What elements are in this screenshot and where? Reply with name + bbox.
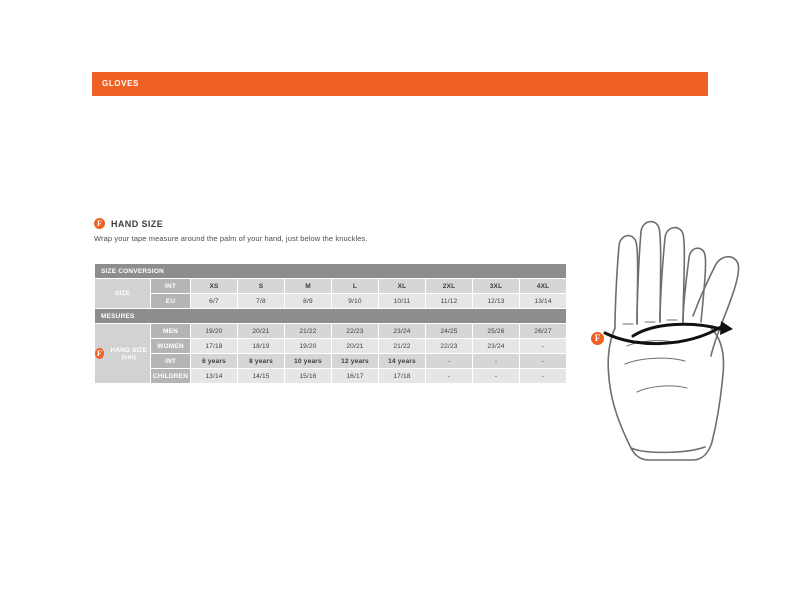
cell: 18/19 xyxy=(238,339,285,354)
cell: 14/15 xyxy=(238,369,285,384)
cell: 10 years xyxy=(285,354,332,369)
cell: 8/9 xyxy=(285,294,332,309)
cell: - xyxy=(520,369,567,384)
cell: 26/27 xyxy=(520,324,567,339)
cell: 6/7 xyxy=(191,294,238,309)
row-group-size: SIZE xyxy=(95,279,151,309)
cell: 21/22 xyxy=(379,339,426,354)
cell: XS xyxy=(191,279,238,294)
cell: 20/21 xyxy=(238,324,285,339)
table-row xyxy=(95,279,567,294)
row-group-hand-size xyxy=(95,324,151,384)
cell: - xyxy=(520,339,567,354)
cell: 4XL xyxy=(520,279,567,294)
table-row xyxy=(95,294,567,309)
brand-f-icon: F xyxy=(94,218,105,229)
brand-f-icon: F xyxy=(591,332,604,345)
cell: - xyxy=(473,369,520,384)
cell: 2XL xyxy=(426,279,473,294)
cell: 19/20 xyxy=(285,339,332,354)
cell: 17/18 xyxy=(379,369,426,384)
table-row xyxy=(95,354,567,369)
cell: 11/12 xyxy=(426,294,473,309)
cell: 16/17 xyxy=(332,369,379,384)
cell: S xyxy=(238,279,285,294)
row-label: INT xyxy=(151,279,191,294)
hand-outline-icon xyxy=(575,196,790,461)
table-row xyxy=(95,339,567,354)
size-table xyxy=(94,263,567,384)
row-label: CHILDREN xyxy=(151,369,191,384)
cell: 9/10 xyxy=(332,294,379,309)
cell: 23/24 xyxy=(379,324,426,339)
cell: 19/20 xyxy=(191,324,238,339)
cell: L xyxy=(332,279,379,294)
cell: 14 years xyxy=(379,354,426,369)
cell: 22/23 xyxy=(332,324,379,339)
row-label: WOMEN xyxy=(151,339,191,354)
cell: M xyxy=(285,279,332,294)
row-label: MEN xyxy=(151,324,191,339)
cell: 24/25 xyxy=(426,324,473,339)
cell: 25/26 xyxy=(473,324,520,339)
section-heading xyxy=(94,218,163,229)
hand-illustration xyxy=(575,196,790,461)
cell: 3XL xyxy=(473,279,520,294)
size-chart xyxy=(94,263,566,384)
band-measures: MESURES xyxy=(95,309,567,324)
cell: - xyxy=(473,354,520,369)
table-row xyxy=(95,369,567,384)
cell: 21/22 xyxy=(285,324,332,339)
cell: XL xyxy=(379,279,426,294)
row-group-hand-size-label: HAND SIZE (cm) xyxy=(110,346,148,361)
cell: - xyxy=(426,369,473,384)
row-label: INT xyxy=(151,354,191,369)
cell: 15/16 xyxy=(285,369,332,384)
row-label: EU xyxy=(151,294,191,309)
cell: 8 years xyxy=(238,354,285,369)
cell: 20/21 xyxy=(332,339,379,354)
table-band-row xyxy=(95,264,567,279)
cell: 12 years xyxy=(332,354,379,369)
band-size-conversion: SIZE CONVERSION xyxy=(95,264,567,279)
table-row xyxy=(95,324,567,339)
brand-f-icon: F xyxy=(96,349,102,358)
cell: 10/11 xyxy=(379,294,426,309)
header-banner xyxy=(92,72,708,96)
section-description: Wrap your tape measure around the palm of your hand, just below the knuckles. xyxy=(94,234,368,243)
cell: 23/24 xyxy=(473,339,520,354)
cell: 6 years xyxy=(191,354,238,369)
cell: 7/8 xyxy=(238,294,285,309)
cell: - xyxy=(520,354,567,369)
cell: 13/14 xyxy=(191,369,238,384)
cell: 17/18 xyxy=(191,339,238,354)
section-title: HAND SIZE xyxy=(111,218,164,229)
cell: 12/13 xyxy=(473,294,520,309)
cell: 13/14 xyxy=(520,294,567,309)
cell: - xyxy=(426,354,473,369)
cell: 22/23 xyxy=(426,339,473,354)
table-band-row xyxy=(95,309,567,324)
banner-title: GLOVES xyxy=(102,79,139,88)
